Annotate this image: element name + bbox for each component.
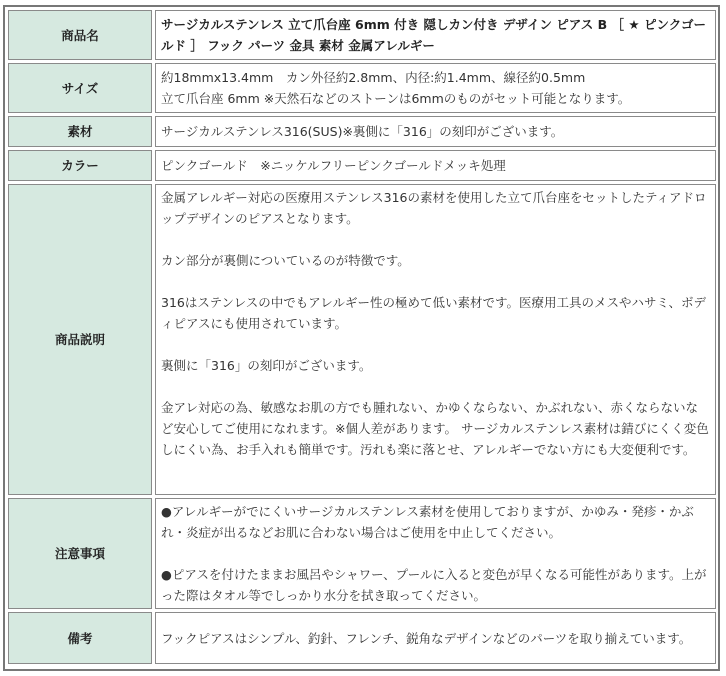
label-product-name: 商品名: [8, 10, 152, 60]
value-material: サージカルステンレス316(SUS)※裏側に「316」の刻印がございます。: [155, 116, 716, 147]
label-remarks: 備考: [8, 612, 152, 664]
row-remarks: [8, 612, 716, 664]
notes-paragraph: ●アレルギーがでにくいサージカルステンレス素材を使用しておりますが、かゆみ・発疹・かぶれ・炎症が出るなどお肌に合わない場合はご使用を中止してください。: [161, 504, 694, 540]
notes-paragraph: ●ピアスを付けたままお風呂やシャワー、プールに入ると変色が早くなる可能性があります。上がった際はタオル等でしっかり水分を拭き取ってください。: [161, 567, 707, 603]
row-color: [8, 150, 716, 181]
row-product-name: [8, 10, 716, 60]
value-notes: [155, 498, 716, 609]
label-notes: 注意事項: [8, 498, 152, 609]
value-size: [155, 63, 716, 113]
value-description: [155, 184, 716, 495]
description-paragraph: カン部分が裏側についているのが特徴です。: [161, 253, 410, 268]
value-color: ピンクゴールド ※ニッケルフリーピンクゴールドメッキ処理: [155, 150, 716, 181]
value-remarks: フックピアスはシンプル、釣針、フレンチ、鋭角なデザインなどのパーツを取り揃えています。: [155, 612, 716, 664]
size-line: 約18mmx13.4mm カン外径約2.8mm、内径:約1.4mm、線径約0.5mm: [161, 70, 586, 85]
row-notes: [8, 498, 716, 609]
label-description: 商品説明: [8, 184, 152, 495]
row-description: [8, 184, 716, 495]
description-paragraph: 裏側に「316」の刻印がございます。: [161, 358, 372, 373]
description-paragraph: 金アレ対応の為、敏感なお肌の方でも腫れない、かゆくならない、かぶれない、赤くならないなど安心してご使用になれます。※個人差があります。 サージカルステンレス素材は錆びにくく変色しにくい為、お手入れも簡単です。汚れも楽に落とせ、アレルギーでない方にも大変便利です。: [161, 400, 709, 457]
label-material: 素材: [8, 116, 152, 147]
row-size: [8, 63, 716, 113]
label-size: サイズ: [8, 63, 152, 113]
product-spec-table: [5, 7, 719, 667]
size-line: 立て爪台座 6mm ※天然石などのストーンは6mmのものがセット可能となります。: [161, 91, 631, 106]
description-paragraph: 金属アレルギー対応の医療用ステンレス316の素材を使用した立て爪台座をセットしたティアドロップデザインのピアスとなります。: [161, 190, 707, 226]
row-material: [8, 116, 716, 147]
description-paragraph: 316はステンレスの中でもアレルギー性の極めて低い素材です。医療用工具のメスやハサミ、ボディピアスにも使用されています。: [161, 295, 706, 331]
value-product-name: サージカルステンレス 立て爪台座 6mm 付き 隠しカン付き デザイン ピアス B ［ ★ ピンクゴールド ］ フック パーツ 金具 素材 金属アレルギー: [155, 10, 716, 60]
label-color: カラー: [8, 150, 152, 181]
